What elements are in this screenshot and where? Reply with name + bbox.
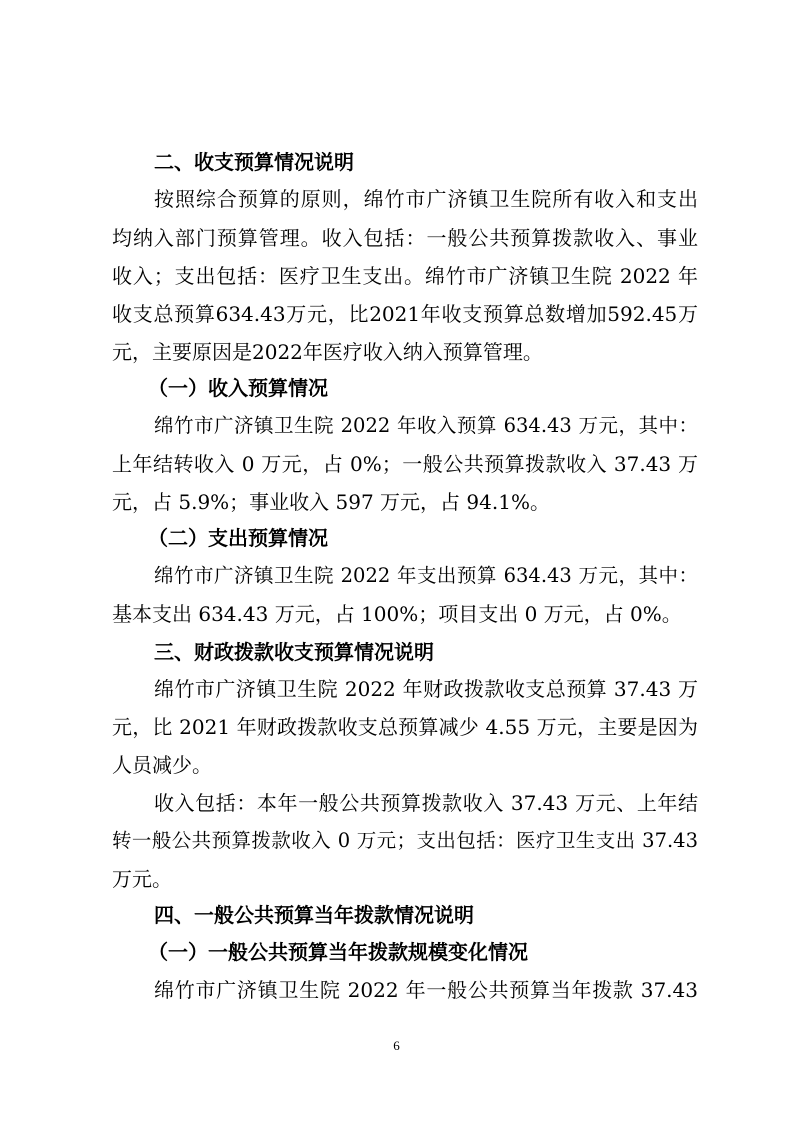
paragraph-line: 基本支出 634.43 万元，占 100%；项目支出 0 万元，占 0%。 xyxy=(112,602,682,626)
paragraph-line: 收入包括：本年一般公共预算拨款收入 37.43 万元、上年结 xyxy=(154,791,698,815)
paragraph-line: 人员减少。 xyxy=(112,753,212,777)
section-heading-4: 四、一般公共预算当年拨款情况说明 xyxy=(154,903,474,927)
paragraph-line: 绵竹市广济镇卫生院 2022 年财政拨款收支总预算 37.43 万 xyxy=(154,677,698,701)
paragraph-line: 元，比 2021 年财政拨款收支总预算减少 4.55 万元，主要是因为 xyxy=(112,715,698,739)
paragraph-line: 上年结转收入 0 万元，占 0%；一般公共预算拨款收入 37.43 万 xyxy=(112,452,698,476)
paragraph-line: 绵竹市广济镇卫生院 2022 年收入预算 634.43 万元，其中： xyxy=(154,414,698,437)
section-heading-2: 二、收支预算情况说明 xyxy=(154,150,354,174)
paragraph-line: 元，占 5.9%；事业收入 597 万元，占 94.1%。 xyxy=(112,490,550,514)
paragraph-line: 转一般公共预算拨款收入 0 万元；支出包括：医疗卫生支出 37.43 xyxy=(112,829,698,852)
section-heading-3: 三、财政拨款收支预算情况说明 xyxy=(154,640,434,664)
paragraph-line: 收入；支出包括：医疗卫生支出。绵竹市广济镇卫生院 2022 年 xyxy=(112,264,698,288)
page-number: 6 xyxy=(393,1038,400,1053)
paragraph-line: 元，主要原因是2022年医疗收入纳入预算管理。 xyxy=(112,340,543,364)
paragraph-line: 绵竹市广济镇卫生院 2022 年一般公共预算当年拨款 37.43 xyxy=(154,978,698,1002)
paragraph-line: 按照综合预算的原则，绵竹市广济镇卫生院所有收入和支出 xyxy=(154,187,698,211)
subsection-heading-income: （一）收入预算情况 xyxy=(148,376,328,400)
subsection-heading-expense: （二）支出预算情况 xyxy=(148,526,328,550)
subsection-heading-scale: （一）一般公共预算当年拨款规模变化情况 xyxy=(148,940,528,964)
paragraph-line: 均纳入部门预算管理。收入包括：一般公共预算拨款收入、事业 xyxy=(112,226,698,250)
paragraph-line: 万元。 xyxy=(112,867,172,891)
paragraph-line: 收支总预算634.43万元，比2021年收支预算总数增加592.45万 xyxy=(112,302,698,326)
paragraph-line: 绵竹市广济镇卫生院 2022 年支出预算 634.43 万元，其中： xyxy=(154,564,698,587)
